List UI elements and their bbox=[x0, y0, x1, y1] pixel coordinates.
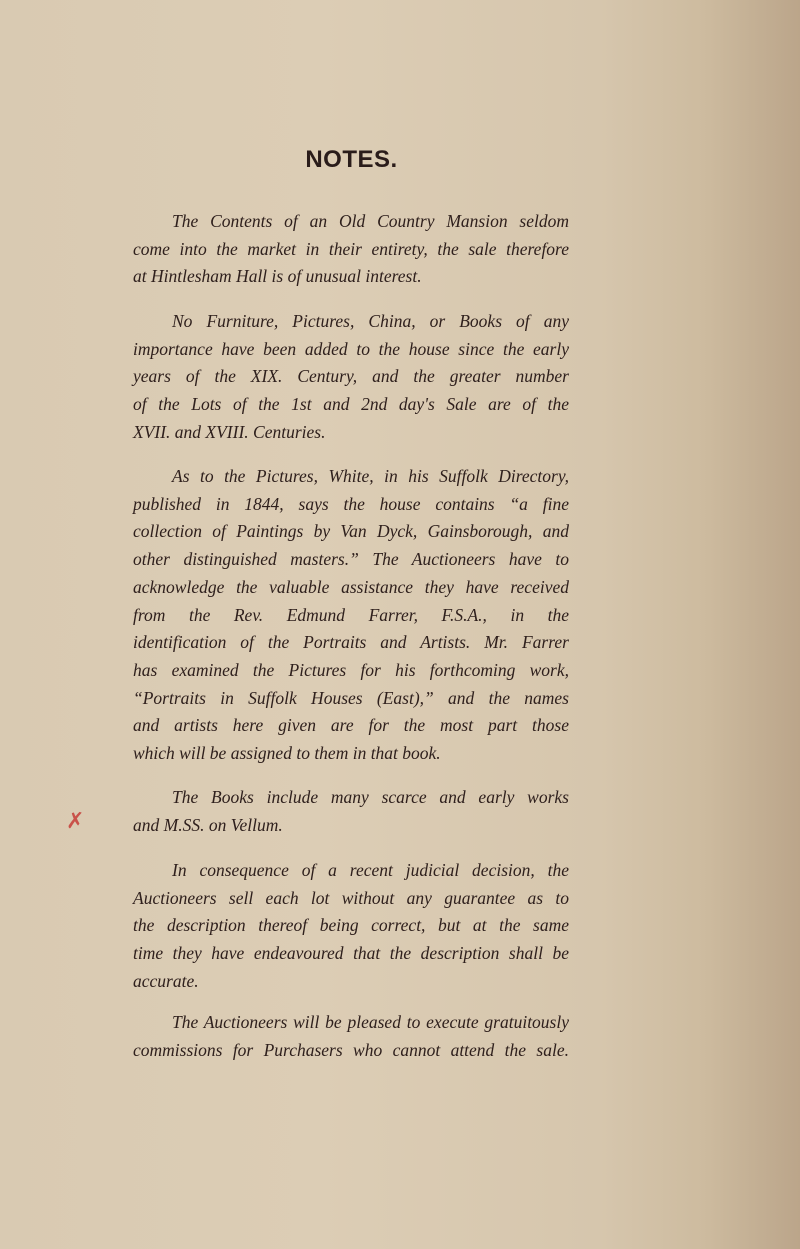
text-line: The Contents of an Old Country Mansion seldom bbox=[172, 211, 569, 231]
text-line: which will be assigned to them in that book. bbox=[133, 743, 441, 764]
paragraph-guarantee bbox=[133, 857, 569, 996]
text-line: XVII. and XVIII. Centuries. bbox=[133, 421, 326, 442]
text-line: has examined the Pictures for his forthcoming work, bbox=[133, 659, 569, 680]
red-pencil-mark: ✗ bbox=[66, 808, 85, 833]
paragraph-commissions bbox=[133, 1009, 569, 1064]
text-line: As to the Pictures, White, in his Suffolk Directory, bbox=[172, 466, 569, 486]
text-line: and artists here given are for the most part those bbox=[133, 715, 569, 736]
text-line: “Portraits in Suffolk Houses (East),” and the names bbox=[133, 687, 569, 708]
text-line: published in 1844, says the house contains “a fine bbox=[133, 493, 569, 514]
paragraph-books bbox=[133, 784, 569, 839]
text-line: Auctioneers sell each lot without any guarantee as to bbox=[133, 887, 569, 908]
text-line: and M.SS. on Vellum. bbox=[133, 814, 283, 835]
text-line: years of the XIX. Century, and the greater number bbox=[133, 366, 569, 387]
text-line: the description thereof being correct, but at the same bbox=[133, 915, 569, 936]
page-title: NOTES. bbox=[305, 146, 398, 173]
text-line: accurate. bbox=[133, 970, 199, 991]
text-line: In consequence of a recent judicial decision, the bbox=[172, 860, 569, 880]
text-line: The Auctioneers will be pleased to execute gratuitously bbox=[172, 1012, 569, 1032]
text-line: acknowledge the valuable assistance they have received bbox=[133, 576, 569, 597]
text-line: identification of the Portraits and Artists. Mr. Farrer bbox=[133, 632, 569, 653]
text-line: commissions for Purchasers who cannot attend the sale. bbox=[133, 1039, 569, 1060]
text-line: importance have been added to the house since the early bbox=[133, 338, 569, 359]
paragraph-pictures bbox=[133, 463, 569, 768]
text-line: time they have endeavoured that the description shall be bbox=[133, 943, 569, 964]
text-line: at Hintlesham Hall is of unusual interest. bbox=[133, 266, 422, 287]
text-line: No Furniture, Pictures, China, or Books of any bbox=[172, 311, 569, 331]
text-line: The Books include many scarce and early works bbox=[172, 787, 569, 807]
paragraph-intro bbox=[133, 208, 569, 291]
text-line: from the Rev. Edmund Farrer, F.S.A., in the bbox=[133, 604, 569, 625]
text-line: of the Lots of the 1st and 2nd day's Sale are of the bbox=[133, 394, 569, 415]
text-line: other distinguished masters.” The Auctioneers have to bbox=[133, 549, 569, 570]
paragraph-furniture bbox=[133, 308, 569, 447]
text-line: come into the market in their entirety, the sale therefore bbox=[133, 238, 569, 259]
text-line: collection of Paintings by Van Dyck, Gainsborough, and bbox=[133, 521, 569, 542]
